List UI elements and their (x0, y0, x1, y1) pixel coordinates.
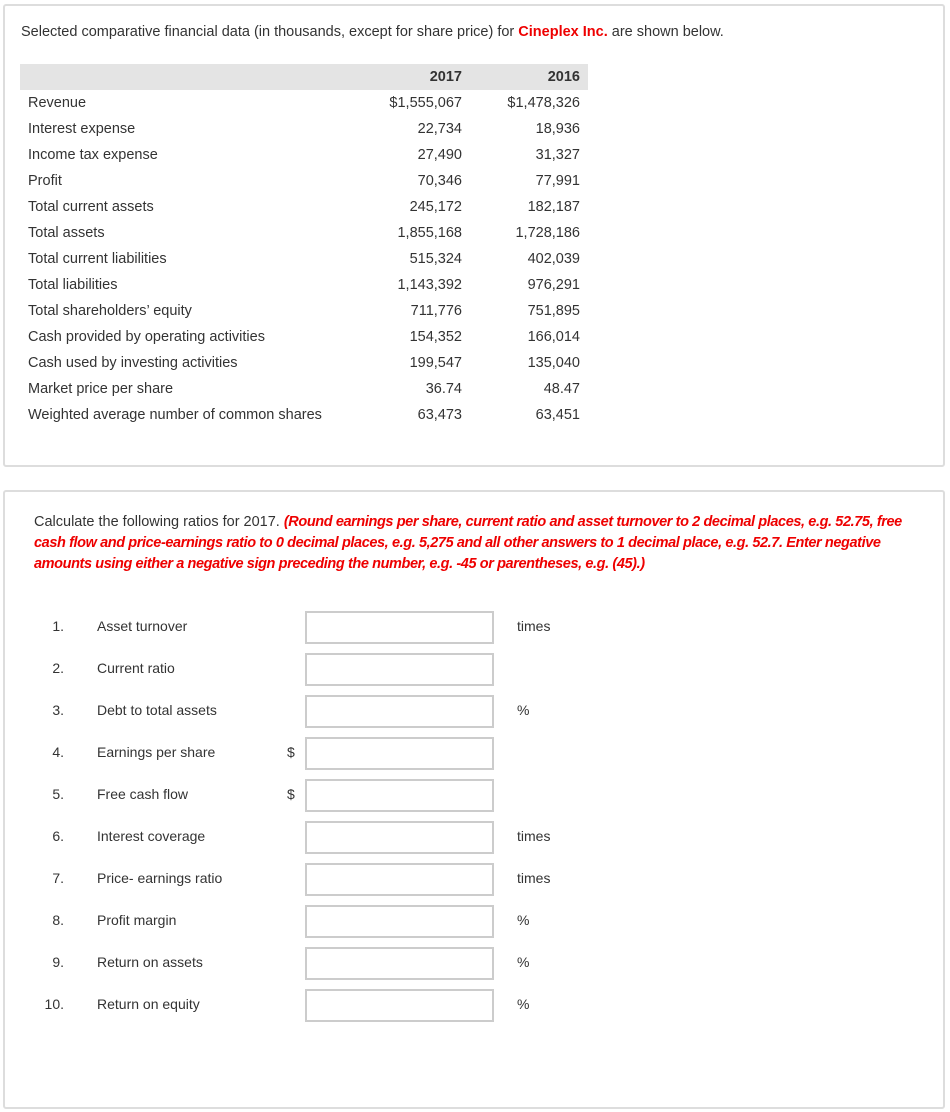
unit-label: % (517, 954, 530, 970)
label-cell: Profit (28, 173, 62, 189)
ratio-row (5, 737, 943, 769)
unit-label: times (517, 618, 551, 634)
financial-table (20, 64, 588, 428)
ratio-answer-input[interactable] (305, 821, 494, 854)
unit-label: % (517, 702, 530, 718)
intro-text (21, 24, 724, 40)
ratio-number: 10. (44, 996, 64, 1012)
ratio-number: 6. (52, 828, 64, 844)
ratio-answer-input[interactable] (305, 611, 494, 644)
ratio-number: 4. (52, 744, 64, 760)
value-cell: 182,187 (527, 199, 580, 215)
ratio-label: Profit margin (97, 912, 177, 928)
ratio-row (5, 821, 943, 853)
ratio-label: Free cash flow (97, 786, 189, 802)
header-2016: 2016 (470, 64, 588, 90)
ratio-row (5, 947, 943, 979)
ratio-number: 5. (52, 786, 64, 802)
ratio-label: Current ratio (97, 660, 175, 676)
ratio-number: 9. (52, 954, 64, 970)
label-cell: Total assets (28, 225, 105, 241)
unit-label: % (517, 996, 530, 1012)
dollar-prefix: $ (287, 786, 295, 802)
ratio-label: Earnings per share (97, 744, 216, 760)
table-row (20, 298, 588, 324)
label-cell: Weighted average number of common shares (28, 407, 322, 423)
value-cell: 135,040 (527, 355, 580, 371)
value-cell: 48.47 (543, 381, 580, 397)
value-cell: 976,291 (527, 277, 580, 293)
ratio-row (5, 905, 943, 937)
table-row (20, 246, 588, 272)
intro-after: are shown below. (607, 24, 724, 40)
ratio-label: Debt to total assets (97, 702, 217, 718)
ratio-answer-input[interactable] (305, 863, 494, 896)
label-cell: Total current assets (28, 199, 154, 215)
instructions-note: (Round earnings per share, current ratio and asset turnover to 2 decimal places, e.g. 52.75, free cash flow and price-earnings ratio to 0 decimal places, e.g. 5,275 and all other answers to 1 decimal place, e.g. 52.7. Enter negative amounts using either a negative sign preceding the number, e.g. -45 or parentheses, e.g. (45).) (34, 514, 902, 572)
value-cell: 711,776 (410, 303, 462, 319)
ratio-number: 3. (52, 702, 64, 718)
table-row (20, 324, 588, 350)
table-row (20, 272, 588, 298)
unit-label: times (517, 870, 551, 886)
ratio-answer-input[interactable] (305, 905, 494, 938)
label-cell: Revenue (28, 95, 87, 111)
value-cell: 199,547 (409, 355, 462, 371)
label-cell: Income tax expense (28, 147, 158, 163)
data-panel (3, 4, 945, 467)
value-cell: 402,039 (527, 251, 580, 267)
table-row (20, 220, 588, 246)
instructions-lead: Calculate the following ratios for 2017. (34, 514, 284, 530)
label-cell: Total liabilities (28, 277, 118, 293)
value-cell: 22,734 (417, 121, 462, 137)
ratio-answer-input[interactable] (305, 653, 494, 686)
header-2017: 2017 (350, 64, 470, 90)
table-row (20, 116, 588, 142)
value-cell: 515,324 (409, 251, 462, 267)
value-cell: 154,352 (409, 329, 462, 345)
value-cell: 27,490 (417, 147, 462, 163)
header-label (20, 64, 350, 90)
ratio-answer-input[interactable] (305, 695, 494, 728)
value-cell: $1,478,326 (507, 95, 580, 111)
value-cell: 70,346 (417, 173, 462, 189)
instructions (34, 512, 914, 575)
ratio-row (5, 611, 943, 643)
ratio-answer-input[interactable] (305, 989, 494, 1022)
value-cell: 1,143,392 (397, 277, 462, 293)
value-cell: 18,936 (535, 121, 580, 137)
value-cell: 751,895 (527, 303, 580, 319)
table-row (20, 194, 588, 220)
ratio-label: Return on assets (97, 954, 203, 970)
ratio-row (5, 863, 943, 895)
value-cell: 245,172 (409, 199, 462, 215)
ratio-label: Interest coverage (97, 828, 206, 844)
ratio-row (5, 653, 943, 685)
ratio-number: 2. (52, 660, 64, 676)
value-cell: 36.74 (425, 381, 462, 397)
unit-label: % (517, 912, 530, 928)
label-cell: Market price per share (28, 381, 174, 397)
dollar-prefix: $ (287, 744, 295, 760)
label-cell: Cash used by investing activities (28, 355, 238, 371)
table-row (20, 90, 588, 116)
ratio-answer-input[interactable] (305, 737, 494, 770)
ratio-row (5, 695, 943, 727)
ratio-label: Asset turnover (97, 618, 188, 634)
value-cell: 31,327 (535, 147, 580, 163)
intro-before: Selected comparative financial data (in thousands, except for share price) for (21, 24, 519, 40)
table-row (20, 142, 588, 168)
ratio-label: Return on equity (97, 996, 200, 1012)
value-cell: 1,728,186 (515, 225, 580, 241)
label-cell: Total current liabilities (28, 251, 167, 267)
value-cell: 63,451 (535, 407, 580, 423)
unit-label: times (517, 828, 551, 844)
value-cell: 1,855,168 (397, 225, 462, 241)
ratio-row (5, 989, 943, 1021)
ratio-number: 1. (52, 618, 64, 634)
table-row (20, 350, 588, 376)
value-cell: 63,473 (417, 407, 462, 423)
company-name: Cineplex Inc. (518, 24, 608, 40)
label-cell: Total shareholders’ equity (28, 303, 192, 319)
table-row (20, 168, 588, 194)
value-cell: 77,991 (535, 173, 580, 189)
ratio-answer-input[interactable] (305, 947, 494, 980)
ratio-number: 7. (52, 870, 64, 886)
label-cell: Interest expense (28, 121, 136, 137)
value-cell: 166,014 (527, 329, 580, 345)
table-row (20, 402, 588, 428)
ratio-row (5, 779, 943, 811)
label-cell: Cash provided by operating activities (28, 329, 265, 345)
question-panel (3, 490, 945, 1109)
ratio-answer-input[interactable] (305, 779, 494, 812)
value-cell: $1,555,067 (389, 95, 462, 111)
ratio-label: Price- earnings ratio (97, 870, 223, 886)
ratio-number: 8. (52, 912, 64, 928)
table-row (20, 376, 588, 402)
